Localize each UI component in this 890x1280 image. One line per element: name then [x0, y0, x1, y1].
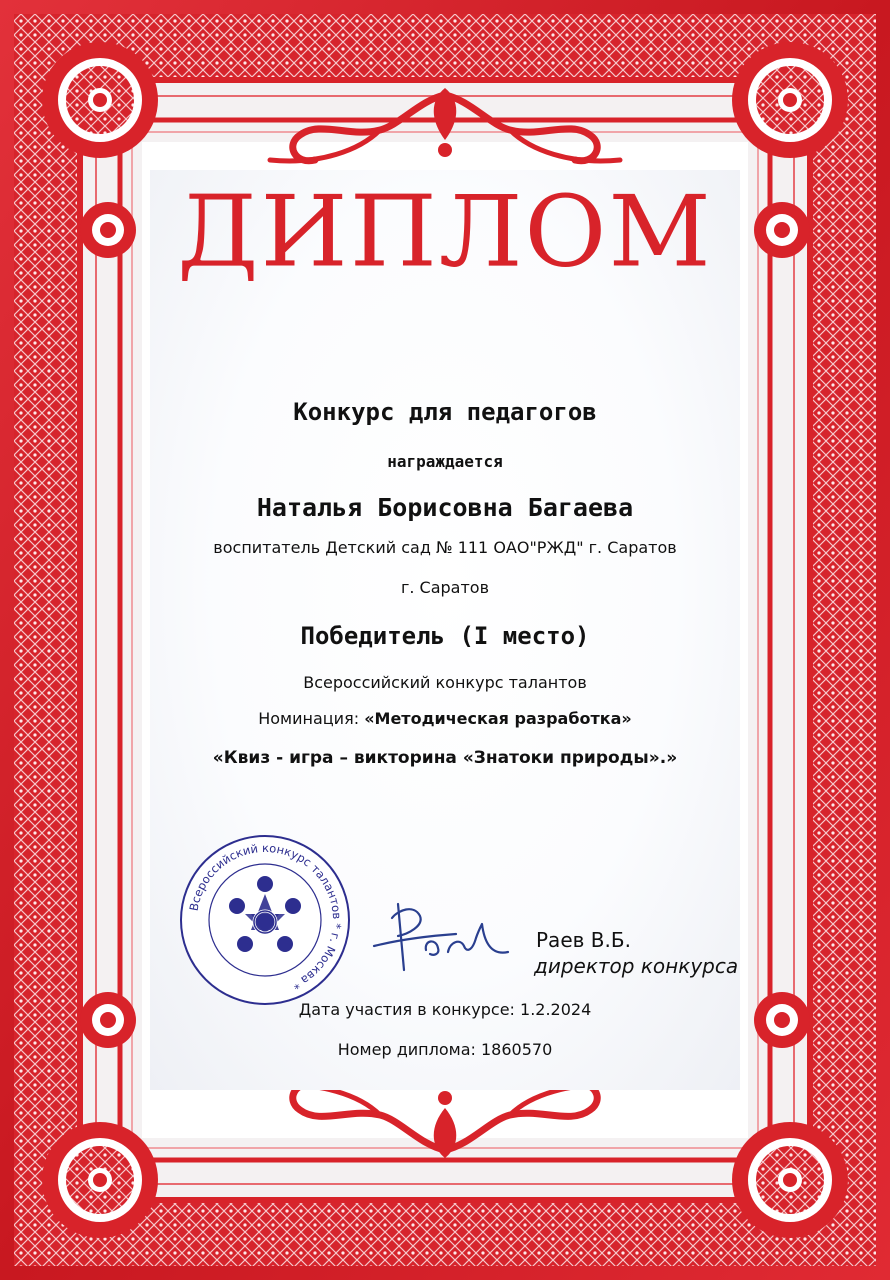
- nomination: [0, 709, 890, 728]
- nomination-value: «Методическая разработка»: [364, 709, 632, 728]
- signer-name: Раев В.Б.: [536, 928, 631, 952]
- signer-title: директор конкурса: [534, 954, 739, 978]
- diploma-number: Номер диплома: 1860570: [337, 1040, 553, 1059]
- corner-ornament-top-left: [42, 42, 158, 158]
- contest-seal: [179, 834, 351, 1006]
- nomination-label: Номинация:: [258, 709, 360, 728]
- participation-date: Дата участия в конкурсе: 1.2.2024: [298, 1000, 592, 1019]
- diploma-title: ДИПЛОМ: [177, 174, 713, 289]
- contest-heading: Конкурс для педагогов: [293, 398, 597, 426]
- signature-graphic: [368, 894, 518, 974]
- corner-ornament-bottom-left: [42, 1122, 158, 1238]
- work-title: «Квиз - игра – викторина «Знатоки природы».»: [212, 748, 678, 768]
- recipient-city: г. Саратов: [400, 578, 490, 597]
- corner-ornament-top-right: [732, 42, 848, 158]
- recipient-name: Наталья Борисовна Багаева: [256, 493, 634, 522]
- place-award: Победитель (I место): [300, 622, 590, 650]
- awarded-label: награждается: [387, 452, 503, 471]
- recipient-position: воспитатель Детский сад № 111 ОАО"РЖД" г. Саратов: [213, 538, 677, 557]
- seal-text: Всероссийский конкурс талантов * г. Москва *: [186, 840, 345, 993]
- competition-name: Всероссийский конкурс талантов: [303, 673, 587, 692]
- corner-ornament-bottom-right: [732, 1122, 848, 1238]
